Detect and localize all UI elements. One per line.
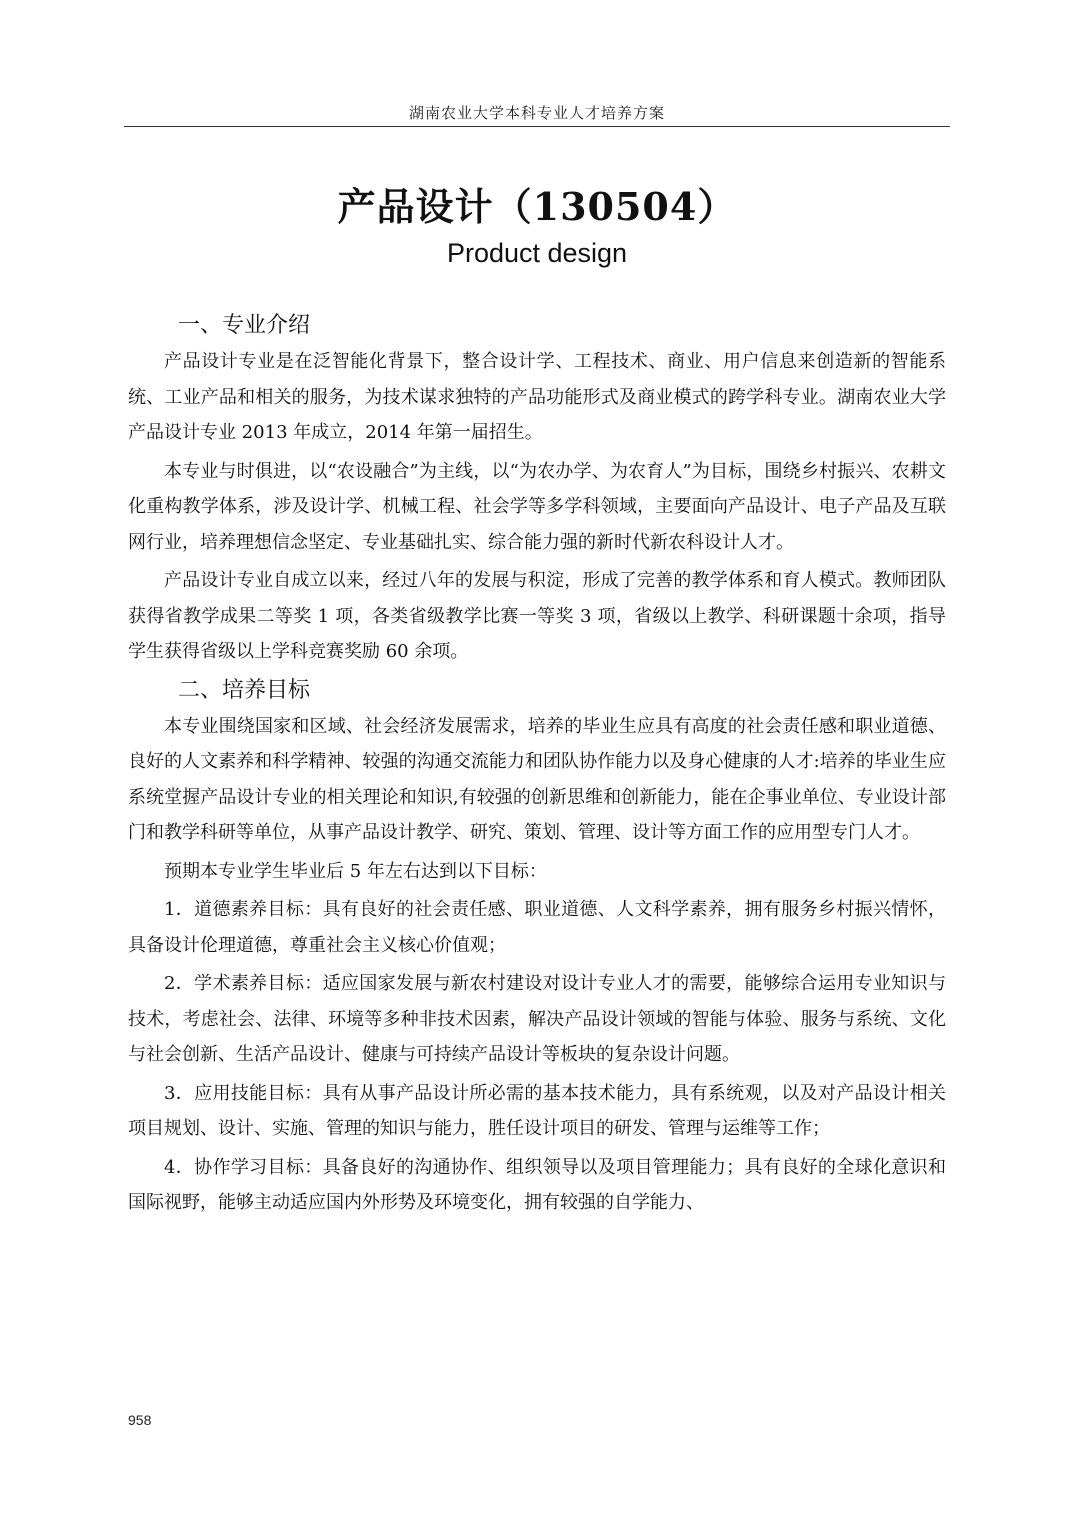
header-rule	[124, 126, 950, 127]
paragraph: 产品设计专业自成立以来，经过八年的发展与积淀，形成了完善的教学体系和育人模式。教师团队获得省教学成果二等奖 1 项，各类省级教学比赛一等奖 3 项，省级以上教学、科研课题十余项，指导学生获得省级以上学科竞赛奖励 60 余项。	[128, 570, 946, 662]
paragraph: 预期本专业学生毕业后 5 年左右达到以下目标：	[164, 860, 547, 882]
page-subtitle: Product design	[446, 238, 628, 268]
paragraph: 本专业与时俱进，以“农设融合”为主线，以“为农办学、为农育人”为目标，围绕乡村振兴、农耕文化重构教学体系，涉及设计学、机械工程、社会学等多学科领域，主要面向产品设计、电子产品及互联网行业，培养理想信念坚定、专业基础扎实、综合能力强的新时代新农科设计人才。	[128, 460, 946, 553]
page-title: 产品设计（130504）	[337, 184, 737, 229]
paragraph: 3．应用技能目标：具有从事产品设计所必需的基本技术能力，具有系统观，以及对产品设计相关项目规划、设计、实施、管理的知识与能力，胜任设计项目的研发、管理与运维等工作；	[128, 1082, 946, 1139]
paragraph: 1．道德素养目标：具有良好的社会责任感、职业道德、人文科学素养，拥有服务乡村振兴情怀，具备设计伦理道德，尊重社会主义核心价值观；	[128, 899, 946, 956]
page-number: 958	[128, 1412, 152, 1428]
body-content	[128, 308, 946, 1224]
paragraph: 本专业围绕国家和区域、社会经济发展需求，培养的毕业生应具有高度的社会责任感和职业道德、良好的人文素养和科学精神、较强的沟通交流能力和团队协作能力以及身心健康的人才:培养的毕业生应系统堂握产品设计专业的相关理论和知识,有较强的创新思维和创新能力，能在企事业单位、专业设计部门和教学科研等单位，从事产品设计教学、研究、策划、管理、设计等方面工作的应用型专门人才。	[128, 715, 946, 843]
paragraph: 产品设计专业是在泛智能化背景下，整合设计学、工程技术、商业、用户信息来创造新的智能系统、工业产品和相关的服务，为技术谋求独特的产品功能形式及商业模式的跨学科专业。湖南农业大学产品设计专业 2013 年成立，2014 年第一届招生。	[128, 351, 946, 443]
paragraph: 4．协作学习目标：具备良好的沟通协作、组织领导以及项目管理能力；具有良好的全球化意识和国际视野，能够主动适应国内外形势及环境变化，拥有较强的自学能力、	[128, 1156, 946, 1213]
paragraph: 2．学术素养目标：适应国家发展与新农村建设对设计专业人才的需要，能够综合运用专业知识与技术，考虑社会、法律、环境等多种非技术因素，解决产品设计领域的智能与体验、服务与系统、文化与社会创新、生活产品设计、健康与可持续产品设计等板块的复杂设计问题。	[128, 973, 946, 1065]
section-heading-introduction: 一、专业介绍	[178, 313, 311, 338]
running-header: 湖南农业大学本科专业人才培养方案	[408, 104, 665, 122]
section-heading-objectives: 二、培养目标	[178, 677, 311, 703]
